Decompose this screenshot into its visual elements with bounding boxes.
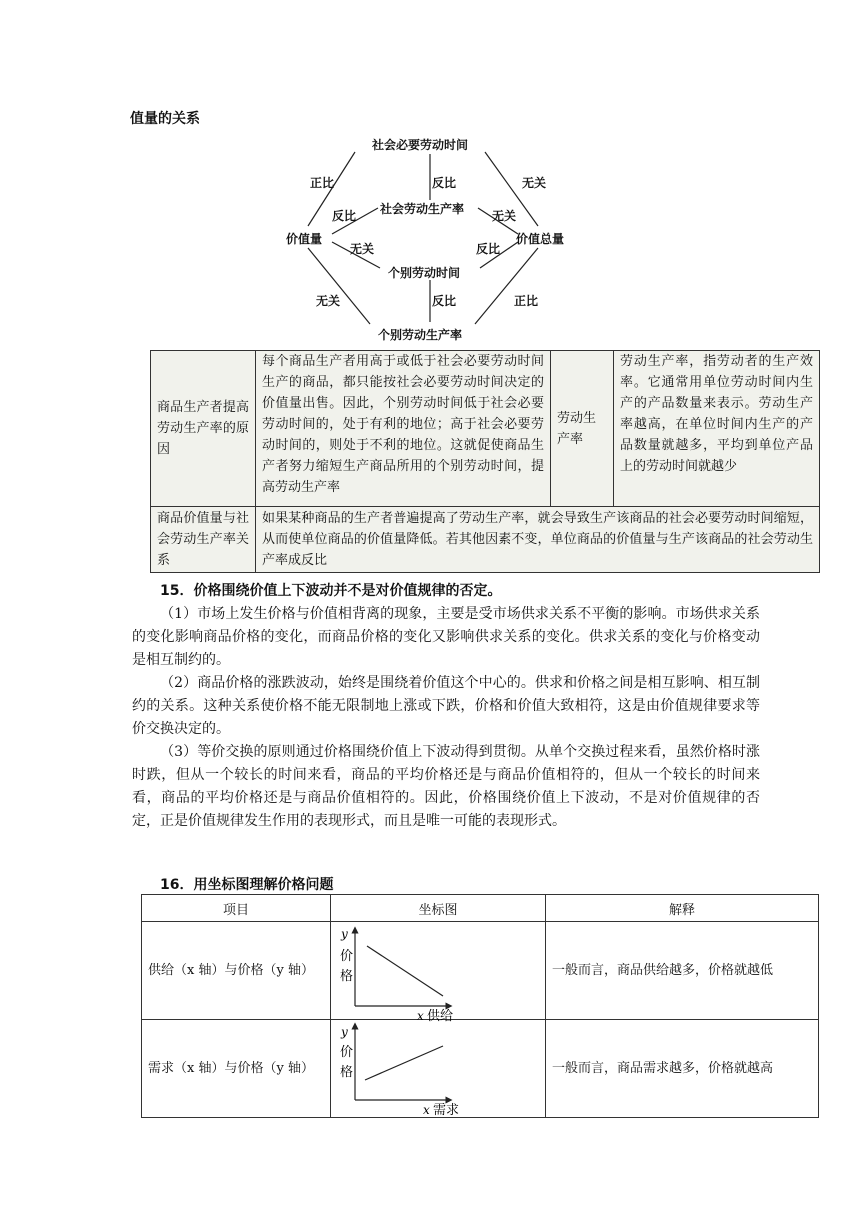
price-graph-table [141,894,819,1118]
paragraph-text: （2）商品价格的涨跌波动，始终是围绕着价值这个中心的。供求和价格之间是相互影响、相互制约的关系。这种关系使价格不能无限制地上涨或下跌，价格和价值大致相符，这是由价值规律要求等价交换决定的。 [132,675,760,737]
node-social-labor-time: 社会必要劳动时间 [372,138,469,152]
section15-heading: 15．价格围绕价值上下波动并不是对价值规律的否定。 [160,583,502,599]
row1-term: 劳动生产率 [551,351,614,507]
node-total-value: 价值总量 [516,232,565,246]
x-axis-symbol: x [417,1009,424,1023]
relation-label: 无关 [316,294,341,308]
row2-label: 商品价值量与社会劳动生产率关系 [151,507,256,573]
section15-paragraph-3 [132,741,760,833]
y-axis-name-1: 价 [340,1045,354,1060]
node-individual-labor-time: 个别劳动时间 [388,266,461,280]
row1-definition: 劳动生产率，指劳动者的生产效率。它通常用单位劳动时间内生产的产品数量来表示。劳动生产率越高，在单位时间内生产的产品数量就越多，平均到单位产品上的劳动时间就越少 [614,351,820,507]
section16-heading: 16．用坐标图理解价格问题 [160,877,334,893]
section-heading: 值量的关系 [130,111,200,127]
relationship-diagram [270,128,590,350]
section15-paragraph-1 [132,603,760,672]
trend-line-up [365,1046,443,1080]
header-explanation: 解释 [546,895,819,922]
row-explanation: 一般而言，商品需求越多，价格就越高 [546,1020,819,1118]
y-axis-name-2: 格 [340,969,354,984]
x-axis-name: 需求 [433,1103,460,1118]
paragraph-text: （3）等价交换的原则通过价格围绕价值上下波动得到贯彻。从单个交换过程来看，虽然价格时涨时跌，但从一个较长的时间来看，商品的平均价格还是与商品价值相符的，但从一个较长的时间来看，商品的平均价格还是与商品价值相符的。因此，价格围绕价值上下波动，不是对价值规律的否定，正是价值规律发生作用的表现形式，而且是唯一可能的表现形式。 [132,744,760,829]
relation-label: 反比 [332,209,357,223]
y-axis-name-2: 格 [340,1065,354,1080]
supply-price-graph [331,922,543,1024]
relation-label: 正比 [310,176,335,190]
y-axis-name-1: 价 [340,949,354,964]
relation-label: 正比 [514,294,539,308]
relation-label: 反比 [476,242,501,256]
node-social-productivity: 社会劳动生产率 [380,202,465,216]
relation-label: 无关 [492,209,517,223]
graph-cell [331,922,546,1024]
row2-text: 如果某种商品的生产者普遍提高了劳动生产率，就会导致生产该商品的社会必要劳动时间缩短，从而使单位商品的价值量降低。若其他因素不变，单位商品的价值量与生产该商品的社会劳动生产率成反比 [256,507,820,573]
row-item: 需求（x 轴）与价格（y 轴） [142,1020,331,1118]
y-axis-symbol: y [341,1025,348,1039]
section15-paragraph-2 [132,672,760,741]
paragraph-text: （1）市场上发生价格与价值相背离的现象，主要是受市场供求关系不平衡的影响。市场供求关系的变化影响商品价格的变化，而商品价格的变化又影响供求关系的变化。供求关系的变化与价格变动是相互制约的。 [132,606,760,668]
header-graph: 坐标图 [331,895,546,922]
relation-label: 反比 [432,176,457,190]
trend-line-down [367,946,443,996]
header-item: 项目 [142,895,331,922]
graph-cell [331,1020,546,1118]
node-individual-productivity: 个别劳动生产率 [378,328,463,342]
x-axis-name: 供给 [427,1009,454,1024]
y-axis-symbol: y [341,927,348,941]
productivity-table [150,350,820,573]
relation-label: 无关 [350,242,375,256]
row1-label: 商品生产者提高劳动生产率的原因 [151,351,256,507]
relation-label: 无关 [522,176,547,190]
node-value-amount: 价值量 [286,232,323,246]
row-explanation: 一般而言，商品供给越多，价格就越低 [546,922,819,1020]
relation-label: 反比 [432,294,457,308]
x-axis-symbol: x [423,1103,430,1117]
row-item: 供给（x 轴）与价格（y 轴） [142,922,331,1020]
row1-text: 每个商品生产者用高于或低于社会必要劳动时间生产的商品，都只能按社会必要劳动时间决定的价值量出售。因此，个别劳动时间低于社会必要劳动时间的，处于有利的地位；高于社会必要劳动时间的，则处于不利的地位。这就促使商品生产者努力缩短生产商品所用的个别劳动时间，提高劳动生产率 [256,351,551,507]
demand-price-graph [331,1020,543,1118]
